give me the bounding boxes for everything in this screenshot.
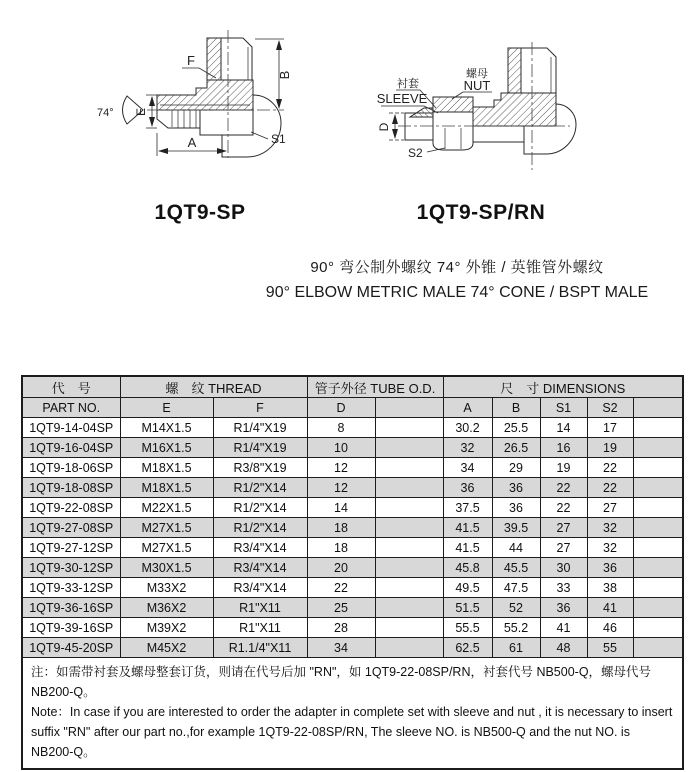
label-nut-en: NUT (463, 78, 491, 93)
value-cell: 61 (492, 638, 540, 658)
value-cell: 32 (587, 518, 633, 538)
value-cell: 55 (587, 638, 633, 658)
part-no-cell: 1QT9-36-16SP (22, 598, 120, 618)
value-cell: M18X1.5 (120, 458, 213, 478)
value-cell: 20 (307, 558, 375, 578)
value-cell: 25.5 (492, 418, 540, 438)
left-thread (157, 110, 200, 128)
part-no-cell: 1QT9-16-04SP (22, 438, 120, 458)
nut-section-hatch (433, 97, 473, 112)
value-cell (633, 418, 683, 438)
value-cell (633, 538, 683, 558)
value-cell (375, 518, 443, 538)
value-cell: 8 (307, 418, 375, 438)
value-cell: M27X1.5 (120, 518, 213, 538)
part-no-cell: 1QT9-27-12SP (22, 538, 120, 558)
value-cell: 18 (307, 518, 375, 538)
value-cell (633, 458, 683, 478)
value-cell: 38 (587, 578, 633, 598)
value-cell: M16X1.5 (120, 438, 213, 458)
value-cell: 39.5 (492, 518, 540, 538)
label-E: E (134, 107, 148, 117)
col-group-dimensions: 尺 寸 DIMENSIONS (443, 376, 683, 398)
value-cell: 22 (307, 578, 375, 598)
value-cell: M18X1.5 (120, 478, 213, 498)
col-header-e: E (120, 398, 213, 418)
value-cell: 12 (307, 478, 375, 498)
value-cell (375, 638, 443, 658)
value-cell: 46 (587, 618, 633, 638)
value-cell: R3/4"X14 (213, 558, 307, 578)
part-no-cell: 1QT9-45-20SP (22, 638, 120, 658)
value-cell: M30X1.5 (120, 558, 213, 578)
table-row (22, 578, 683, 598)
value-cell: 36 (443, 478, 492, 498)
value-cell: R3/4"X14 (213, 538, 307, 558)
value-cell (375, 438, 443, 458)
notes-row (22, 658, 683, 770)
value-cell: M22X1.5 (120, 498, 213, 518)
value-cell: 36 (492, 478, 540, 498)
value-cell: 28 (307, 618, 375, 638)
value-cell: 34 (307, 638, 375, 658)
value-cell (375, 618, 443, 638)
value-cell (633, 618, 683, 638)
value-cell: 37.5 (443, 498, 492, 518)
value-cell: M14X1.5 (120, 418, 213, 438)
value-cell: 55.2 (492, 618, 540, 638)
value-cell: R1/4"X19 (213, 438, 307, 458)
table-row (22, 618, 683, 638)
value-cell: R3/4"X14 (213, 578, 307, 598)
spec-table (21, 375, 684, 770)
col-header-part-no: PART NO. (22, 398, 120, 418)
value-cell: 55.5 (443, 618, 492, 638)
table-row (22, 458, 683, 478)
col-header-a: A (443, 398, 492, 418)
table-row (22, 438, 683, 458)
label-sleeve-en: SLEEVE (376, 91, 428, 106)
table-row (22, 558, 683, 578)
value-cell: 30 (540, 558, 587, 578)
col-header-b: B (492, 398, 540, 418)
label-74-degree: 74° (97, 107, 114, 119)
value-cell: 41 (587, 598, 633, 618)
note-en: Note：In case if you are interested to order the adapter in complete set with sleeve and nut , it is necessary to insert suffix "RN" after our part no.,for example 1QT9-22-08SP/RN, The sleeve NO. is NB500-Q and the nut NO. is NB200-Q。 (31, 705, 673, 759)
part-no-cell: 1QT9-14-04SP (22, 418, 120, 438)
value-cell: 41 (540, 618, 587, 638)
label-A: A (187, 135, 197, 150)
notes-cell (22, 658, 683, 770)
value-cell: R1/2"X14 (213, 498, 307, 518)
value-cell: 19 (540, 458, 587, 478)
value-cell: 52 (492, 598, 540, 618)
drawing-elbow-sp-rn (377, 42, 576, 170)
col-header-f: F (213, 398, 307, 418)
col-group-tube-od: 管子外径 TUBE O.D. (307, 376, 443, 398)
col-header-s1: S1 (540, 398, 587, 418)
value-cell: 47.5 (492, 578, 540, 598)
value-cell (375, 538, 443, 558)
value-cell: 48 (540, 638, 587, 658)
table-row (22, 418, 683, 438)
elbow-arm (473, 126, 524, 142)
part-no-cell: 1QT9-30-12SP (22, 558, 120, 578)
value-cell (375, 598, 443, 618)
value-cell (375, 418, 443, 438)
table-row (22, 478, 683, 498)
col-header-blank-2 (633, 398, 683, 418)
value-cell: R1.1/4"X11 (213, 638, 307, 658)
part-no-cell: 1QT9-27-08SP (22, 518, 120, 538)
table-row (22, 538, 683, 558)
label-B: B (277, 70, 292, 80)
value-cell (633, 598, 683, 618)
value-cell: R1/4"X19 (213, 418, 307, 438)
label-F: F (187, 53, 195, 68)
col-group-thread: 螺 纹 THREAD (120, 376, 307, 398)
label-D: D (377, 122, 391, 132)
value-cell: R1/2"X14 (213, 478, 307, 498)
table-row (22, 498, 683, 518)
value-cell: 22 (587, 458, 633, 478)
value-cell (633, 578, 683, 598)
value-cell (633, 478, 683, 498)
value-cell: 41.5 (443, 538, 492, 558)
value-cell (633, 638, 683, 658)
elbow-hex-body (200, 110, 253, 135)
label-nut-cn: 螺母 (466, 68, 488, 80)
value-cell: 19 (587, 438, 633, 458)
value-cell: 14 (540, 418, 587, 438)
value-cell: 22 (587, 478, 633, 498)
value-cell: 34 (443, 458, 492, 478)
value-cell: 36 (587, 558, 633, 578)
value-cell: 41.5 (443, 518, 492, 538)
table-sub-header-row (22, 398, 683, 418)
value-cell: 10 (307, 438, 375, 458)
value-cell: 27 (540, 538, 587, 558)
label-S1: S1 (271, 132, 286, 146)
value-cell: M45X2 (120, 638, 213, 658)
table-group-header-row (22, 376, 683, 398)
value-cell (375, 478, 443, 498)
part-no-cell: 1QT9-33-12SP (22, 578, 120, 598)
part-no-cell: 1QT9-18-06SP (22, 458, 120, 478)
value-cell (633, 498, 683, 518)
label-S2: S2 (408, 146, 423, 160)
value-cell: R1"X11 (213, 598, 307, 618)
col-header-s2: S2 (587, 398, 633, 418)
product-title-cn: 90° 弯公制外螺纹 74° 外锥 / 英锥管外螺纹 (310, 259, 604, 276)
value-cell (375, 498, 443, 518)
col-header-d: D (307, 398, 375, 418)
value-cell: R1/2"X14 (213, 518, 307, 538)
value-cell: R3/8"X19 (213, 458, 307, 478)
value-cell (375, 458, 443, 478)
value-cell: M27X1.5 (120, 538, 213, 558)
value-cell: 14 (307, 498, 375, 518)
model-name-sp-rn: 1QT9-SP/RN (416, 201, 546, 224)
value-cell: M33X2 (120, 578, 213, 598)
value-cell: 25 (307, 598, 375, 618)
value-cell: 51.5 (443, 598, 492, 618)
part-no-cell: 1QT9-22-08SP (22, 498, 120, 518)
value-cell: 32 (587, 538, 633, 558)
table-row (22, 598, 683, 618)
value-cell: 49.5 (443, 578, 492, 598)
value-cell: 36 (540, 598, 587, 618)
part-no-cell: 1QT9-39-16SP (22, 618, 120, 638)
value-cell (633, 518, 683, 538)
value-cell: 29 (492, 458, 540, 478)
model-name-sp: 1QT9-SP (154, 201, 246, 224)
drawing-elbow-sp (97, 30, 292, 158)
value-cell: 18 (307, 538, 375, 558)
value-cell: 62.5 (443, 638, 492, 658)
product-title-en: 90° ELBOW METRIC MALE 74° CONE / BSPT MALE (265, 284, 649, 301)
label-sleeve-cn: 衬套 (397, 78, 419, 90)
value-cell (375, 558, 443, 578)
value-cell: 22 (540, 478, 587, 498)
value-cell: 26.5 (492, 438, 540, 458)
note-cn: 注：如需带衬套及螺母整套订货，则请在代号后加 "RN"，如 1QT9-22-08SP/RN，衬套代号 NB500-Q，螺母代号 NB200-Q。 (31, 665, 652, 699)
value-cell: M36X2 (120, 598, 213, 618)
part-no-cell: 1QT9-18-08SP (22, 478, 120, 498)
technical-drawings (0, 0, 700, 240)
value-cell: 45.8 (443, 558, 492, 578)
product-title-block (214, 256, 700, 302)
value-cell: 32 (443, 438, 492, 458)
value-cell: M39X2 (120, 618, 213, 638)
table-body (22, 418, 683, 658)
value-cell: 45.5 (492, 558, 540, 578)
value-cell: 27 (587, 498, 633, 518)
value-cell: 44 (492, 538, 540, 558)
value-cell: 16 (540, 438, 587, 458)
value-cell: 17 (587, 418, 633, 438)
value-cell: 22 (540, 498, 587, 518)
stud-section-hatch (508, 48, 521, 93)
value-cell (375, 578, 443, 598)
col-header-blank-1 (375, 398, 443, 418)
value-cell: 27 (540, 518, 587, 538)
value-cell: 30.2 (443, 418, 492, 438)
elbow-body-section (157, 80, 253, 110)
value-cell (633, 438, 683, 458)
value-cell: 12 (307, 458, 375, 478)
value-cell: 33 (540, 578, 587, 598)
table-row (22, 518, 683, 538)
col-group-part-no: 代 号 (22, 376, 120, 398)
value-cell: R1"X11 (213, 618, 307, 638)
value-cell (633, 558, 683, 578)
table-row (22, 638, 683, 658)
value-cell: 36 (492, 498, 540, 518)
